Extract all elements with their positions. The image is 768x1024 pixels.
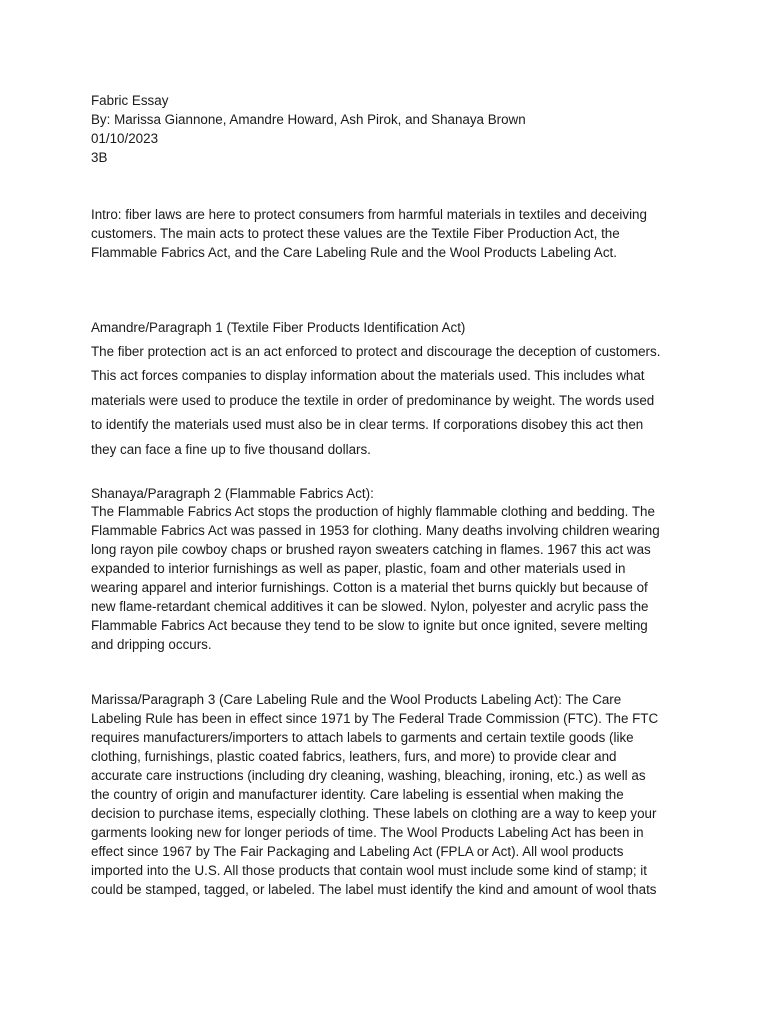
paragraph1-heading: Amandre/Paragraph 1 (Textile Fiber Products Identification Act): [91, 320, 466, 335]
paragraph2-line: Flammable Fabrics Act because they tend to be slow to ignite but once ignited, severe melting: [91, 618, 648, 633]
paragraph2-line: new flame-retardant chemical additives it can be slowed. Nylon, polyester and acrylic pass the: [91, 599, 649, 614]
paragraph3-line: Marissa/Paragraph 3 (Care Labeling Rule and the Wool Products Labeling Act): The Care: [91, 692, 622, 707]
paragraph1-line: they can face a fine up to five thousand dollars.: [91, 442, 371, 457]
document-title: Fabric Essay: [91, 93, 169, 108]
paragraph3-line: clothing, furnishings, plastic coated fabrics, leathers, furs, and more) to provide clear and: [91, 749, 617, 764]
paragraph1-line: to identify the materials used must also be in clear terms. If corporations disobey this act then: [91, 417, 644, 432]
paragraph2-line: Flammable Fabrics Act was passed in 1953 for clothing. Many deaths involving children wearing: [91, 523, 660, 538]
document-class-period: 3B: [91, 150, 108, 165]
paragraph3-line: accurate care instructions (including dry cleaning, washing, bleaching, ironing, etc.) as well as: [91, 768, 646, 783]
intro-line: Intro: fiber laws are here to protect consumers from harmful materials in textiles and deceiving: [91, 207, 647, 222]
paragraph3-line: could be stamped, tagged, or labeled. The label must identify the kind and amount of wool thats: [91, 882, 657, 897]
paragraph2-line: and dripping occurs.: [91, 637, 212, 652]
paragraph2-heading: Shanaya/Paragraph 2 (Flammable Fabrics Act):: [91, 486, 374, 501]
paragraph3-line: effect since 1967 by The Fair Packaging and Labeling Act (FPLA or Act). All wool products: [91, 844, 624, 859]
paragraph2-line: wearing apparel and interior furnishings. Cotton is a material thet burns quickly but because of: [91, 580, 648, 595]
paragraph3-line: requires manufacturers/importers to attach labels to garments and certain textile goods (like: [91, 730, 634, 745]
paragraph2-line: long rayon pile cowboy chaps or brushed rayon sweaters catching in flames. 1967 this act was: [91, 542, 651, 557]
paragraph2-line: The Flammable Fabrics Act stops the production of highly flammable clothing and bedding. The: [91, 504, 655, 519]
paragraph3-line: Labeling Rule has been in effect since 1971 by The Federal Trade Commission (FTC). The FTC: [91, 711, 659, 726]
paragraph3-line: the country of origin and manufacturer identity. Care labeling is essential when making the: [91, 787, 624, 802]
intro-line: customers. The main acts to protect these values are the Textile Fiber Production Act, the: [91, 226, 620, 241]
paragraph1-line: The fiber protection act is an act enforced to protect and discourage the deception of customers.: [91, 344, 661, 359]
paragraph2-line: expanded to interior furnishings as well as paper, plastic, foam and other materials used in: [91, 561, 626, 576]
paragraph1-line: materials were used to produce the textile in order of predominance by weight. The words used: [91, 393, 655, 408]
paragraph3-line: decision to purchase items, especially clothing. These labels on clothing are a way to keep your: [91, 806, 657, 821]
document-authors: By: Marissa Giannone, Amandre Howard, Ash Pirok, and Shanaya Brown: [91, 112, 526, 127]
intro-line: Flammable Fabrics Act, and the Care Labeling Rule and the Wool Products Labeling Act.: [91, 245, 617, 260]
paragraph3-line: imported into the U.S. All those products that contain wool must include some kind of stamp; it: [91, 863, 647, 878]
paragraph1-line: This act forces companies to display information about the materials used. This includes what: [91, 368, 645, 383]
document-date: 01/10/2023: [91, 131, 159, 146]
paragraph3-line: garments looking new for longer periods of time. The Wool Products Labeling Act has been in: [91, 825, 644, 840]
